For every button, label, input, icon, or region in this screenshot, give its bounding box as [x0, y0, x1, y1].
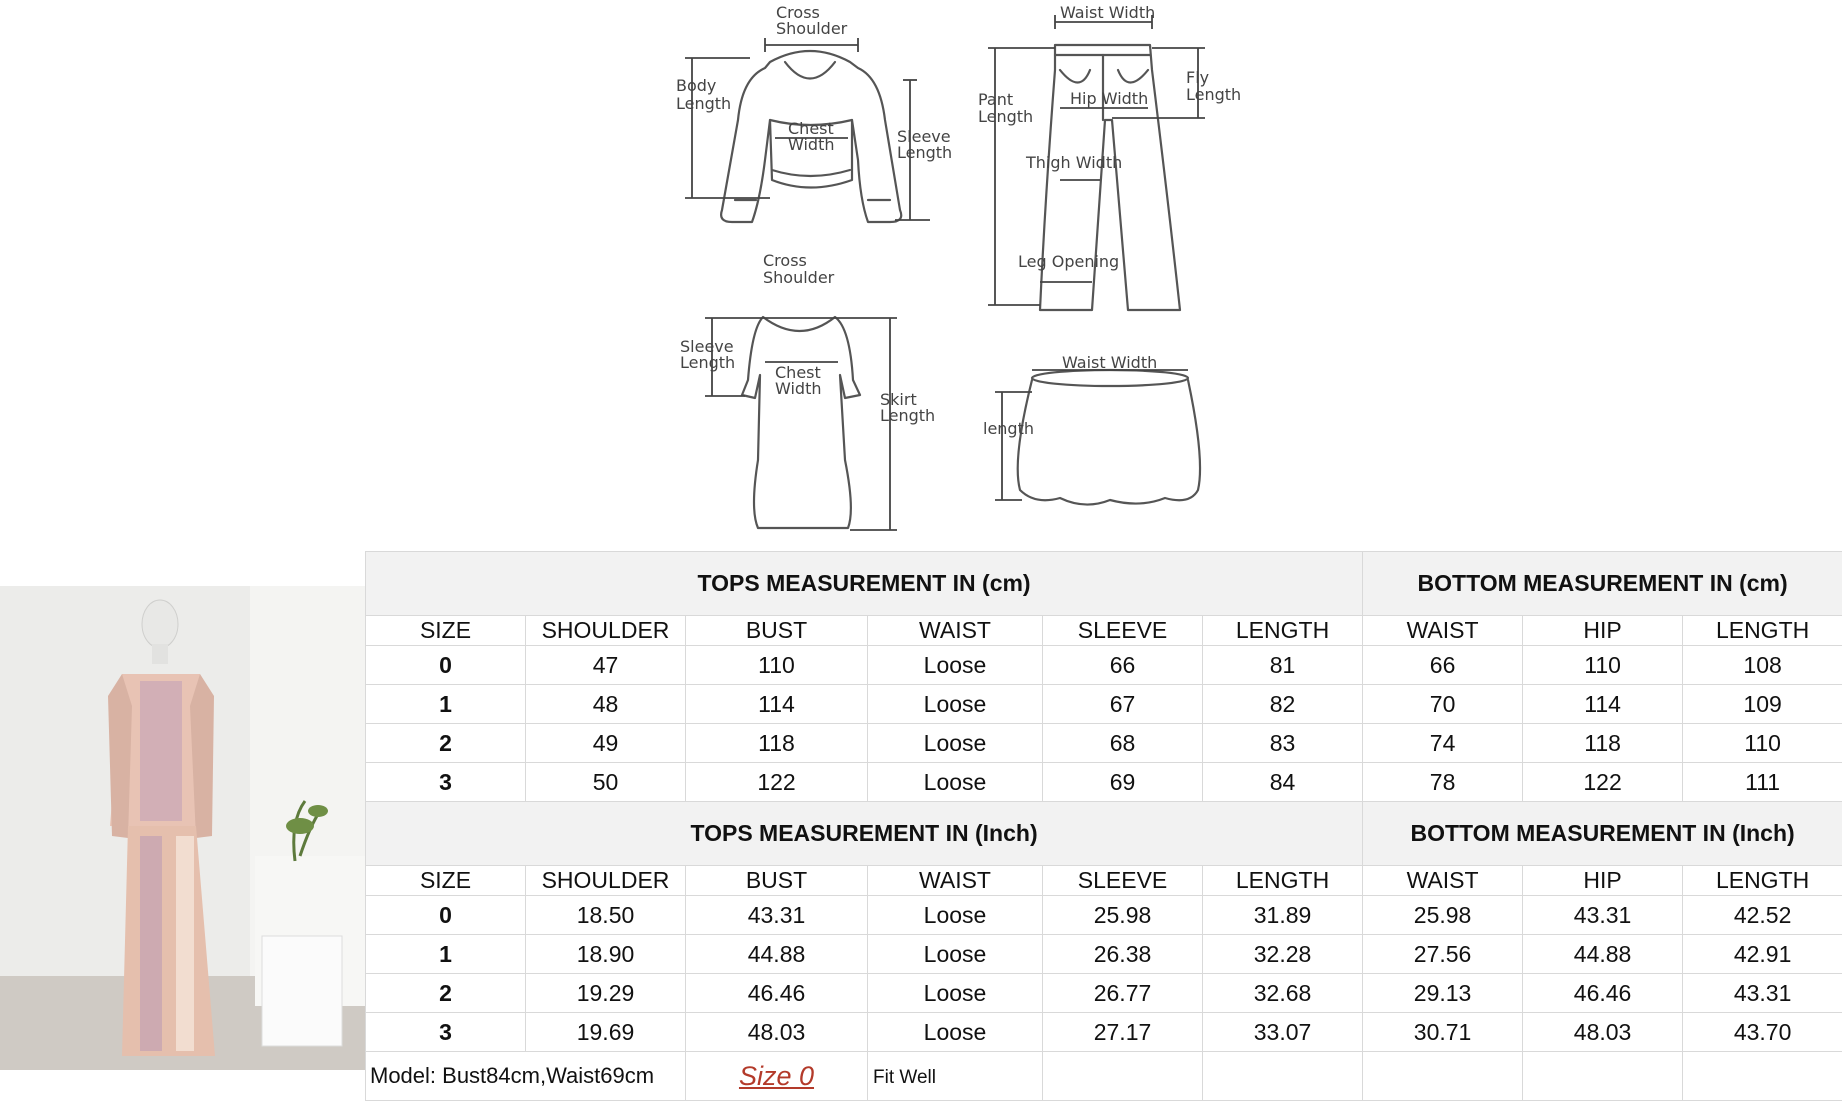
- table-cell: 118: [686, 724, 868, 763]
- table-row: [366, 763, 1842, 802]
- table-row: [366, 724, 1842, 763]
- garment-sketches: [0, 0, 1842, 549]
- col-header: LENGTH: [1683, 616, 1842, 646]
- dress-sleeve-length-text: Sleeve Length: [680, 337, 736, 372]
- table-cell: 27.17: [1043, 1013, 1203, 1052]
- pants-leg-opening-text: Leg Opening: [1018, 252, 1120, 271]
- dress-sketch: [705, 317, 897, 530]
- table-cell: Loose: [868, 974, 1043, 1013]
- table-cell: 25.98: [1363, 896, 1523, 935]
- col-header: SLEEVE: [1043, 866, 1203, 896]
- skirt-waist-width-text: Waist Width: [1062, 353, 1158, 372]
- inch-header-row: [366, 866, 1842, 896]
- table-cell: 26.77: [1043, 974, 1203, 1013]
- table-row: [366, 646, 1842, 685]
- table-cell: 3: [366, 1013, 526, 1052]
- cm-title-row: [366, 552, 1842, 616]
- table-cell: 82: [1203, 685, 1363, 724]
- table-cell: 3: [366, 763, 526, 802]
- table-cell: 111: [1683, 763, 1842, 802]
- table-row: [366, 935, 1842, 974]
- table-cell: 19.69: [526, 1013, 686, 1052]
- col-header: HIP: [1523, 616, 1683, 646]
- table-cell: 31.89: [1203, 896, 1363, 935]
- tops-cm-title: TOPS MEASUREMENT IN (cm): [366, 552, 1363, 616]
- col-header: LENGTH: [1683, 866, 1842, 896]
- pants-fly-length-text: Fly Length: [1186, 68, 1242, 104]
- table-cell: 25.98: [1043, 896, 1203, 935]
- model-size-text: Size 0: [738, 1060, 815, 1091]
- table-cell: 43.31: [1683, 974, 1842, 1013]
- table-row: [366, 974, 1842, 1013]
- table-cell: 33.07: [1203, 1013, 1363, 1052]
- table-cell: Loose: [868, 724, 1043, 763]
- mannequin-illustration: [0, 586, 365, 1070]
- table-cell: 108: [1683, 646, 1842, 685]
- top-cross-shoulder-text: Cross Shoulder: [776, 3, 848, 38]
- col-header: BUST: [686, 866, 868, 896]
- table-cell: 74: [1363, 724, 1523, 763]
- skirt-length-text: length: [983, 419, 1034, 438]
- table-cell: 32.28: [1203, 935, 1363, 974]
- table-cell: 122: [1523, 763, 1683, 802]
- col-header: SIZE: [366, 866, 526, 896]
- table-cell: 43.31: [1523, 896, 1683, 935]
- table-cell: 18.50: [526, 896, 686, 935]
- inch-title-row: [366, 802, 1842, 866]
- footer-row: [366, 1052, 1842, 1101]
- table-cell: 48.03: [686, 1013, 868, 1052]
- col-header: WAIST: [868, 866, 1043, 896]
- table-cell: 29.13: [1363, 974, 1523, 1013]
- table-cell: 47: [526, 646, 686, 685]
- pants-thigh-width-text: Thigh Width: [1026, 153, 1123, 172]
- fit-text: Fit Well: [873, 1067, 936, 1088]
- table-cell: 66: [1043, 646, 1203, 685]
- col-header: LENGTH: [1203, 616, 1363, 646]
- table-cell: Loose: [868, 685, 1043, 724]
- table-cell: 81: [1203, 646, 1363, 685]
- table-cell: 66: [1363, 646, 1523, 685]
- table-cell: 114: [686, 685, 868, 724]
- pants-pant-length-text: Pant Length: [978, 90, 1034, 126]
- top-chest-width-text: Chest Width: [788, 119, 835, 154]
- table-cell: 43.31: [686, 896, 868, 935]
- table-cell: 78: [1363, 763, 1523, 802]
- col-header: HIP: [1523, 866, 1683, 896]
- table-cell: 44.88: [686, 935, 868, 974]
- dress-skirt-length-text: Skirt Length: [880, 390, 936, 425]
- table-cell: 2: [366, 974, 526, 1013]
- model-size-cell: [686, 1052, 868, 1101]
- empty-cell: [1523, 1052, 1683, 1101]
- col-header: SHOULDER: [526, 866, 686, 896]
- table-cell: 49: [526, 724, 686, 763]
- table-cell: 2: [366, 724, 526, 763]
- table-cell: 42.52: [1683, 896, 1842, 935]
- col-header: WAIST: [868, 616, 1043, 646]
- empty-cell: [1043, 1052, 1203, 1101]
- table-cell: 70: [1363, 685, 1523, 724]
- empty-cell: [1203, 1052, 1363, 1101]
- table-cell: 44.88: [1523, 935, 1683, 974]
- table-cell: 84: [1203, 763, 1363, 802]
- measurement-diagram: [0, 0, 1842, 549]
- model-measurements-text: Model: Bust84cm,Waist69cm: [366, 1052, 686, 1101]
- table-cell: 110: [1683, 724, 1842, 763]
- table-cell: 68: [1043, 724, 1203, 763]
- col-header: SIZE: [366, 616, 526, 646]
- col-header: SLEEVE: [1043, 616, 1203, 646]
- pants-hip-width-text: Hip Width: [1070, 89, 1149, 108]
- table-cell: 1: [366, 935, 526, 974]
- table-cell: 48.03: [1523, 1013, 1683, 1052]
- table-cell: 109: [1683, 685, 1842, 724]
- table-cell: 26.38: [1043, 935, 1203, 974]
- table-cell: 0: [366, 646, 526, 685]
- pants-waist-width-text: Waist Width: [1060, 3, 1156, 22]
- table-row: [366, 1013, 1842, 1052]
- top-body-length-text: Body Length: [676, 76, 732, 113]
- table-cell: 42.91: [1683, 935, 1842, 974]
- table-cell: 69: [1043, 763, 1203, 802]
- empty-cell: [1363, 1052, 1523, 1101]
- table-cell: 30.71: [1363, 1013, 1523, 1052]
- table-row: [366, 896, 1842, 935]
- table-cell: 50: [526, 763, 686, 802]
- dress-chest-width-text: Chest Width: [775, 363, 822, 398]
- bottom-inch-title: BOTTOM MEASUREMENT IN (Inch): [1363, 802, 1842, 866]
- col-header: LENGTH: [1203, 866, 1363, 896]
- dress-cross-shoulder-text: Cross Shoulder: [763, 251, 835, 287]
- model-photo: [0, 586, 365, 1070]
- table-cell: Loose: [868, 763, 1043, 802]
- col-header: BUST: [686, 616, 868, 646]
- table-cell: 27.56: [1363, 935, 1523, 974]
- table-cell: Loose: [868, 896, 1043, 935]
- table-row: [366, 685, 1842, 724]
- table-cell: Loose: [868, 646, 1043, 685]
- bottom-cm-title: BOTTOM MEASUREMENT IN (cm): [1363, 552, 1842, 616]
- table-cell: 19.29: [526, 974, 686, 1013]
- table-cell: 0: [366, 896, 526, 935]
- cm-header-row: [366, 616, 1842, 646]
- top-sleeve-length-text: Sleeve Length: [897, 127, 953, 162]
- col-header: WAIST: [1363, 616, 1523, 646]
- table-cell: 110: [686, 646, 868, 685]
- table-cell: 114: [1523, 685, 1683, 724]
- col-header: SHOULDER: [526, 616, 686, 646]
- table-cell: 48: [526, 685, 686, 724]
- table-cell: 83: [1203, 724, 1363, 763]
- table-cell: Loose: [868, 935, 1043, 974]
- table-cell: 46.46: [686, 974, 868, 1013]
- tops-inch-title: TOPS MEASUREMENT IN (Inch): [366, 802, 1363, 866]
- table-cell: 18.90: [526, 935, 686, 974]
- table-cell: 110: [1523, 646, 1683, 685]
- table-cell: 122: [686, 763, 868, 802]
- size-chart-table: [365, 551, 1842, 1101]
- table-cell: 32.68: [1203, 974, 1363, 1013]
- table-cell: 1: [366, 685, 526, 724]
- table-cell: 118: [1523, 724, 1683, 763]
- empty-cell: [1683, 1052, 1842, 1101]
- table-cell: 43.70: [1683, 1013, 1842, 1052]
- table-cell: 67: [1043, 685, 1203, 724]
- table-cell: 46.46: [1523, 974, 1683, 1013]
- table-cell: Loose: [868, 1013, 1043, 1052]
- fit-cell: [868, 1052, 1043, 1101]
- col-header: WAIST: [1363, 866, 1523, 896]
